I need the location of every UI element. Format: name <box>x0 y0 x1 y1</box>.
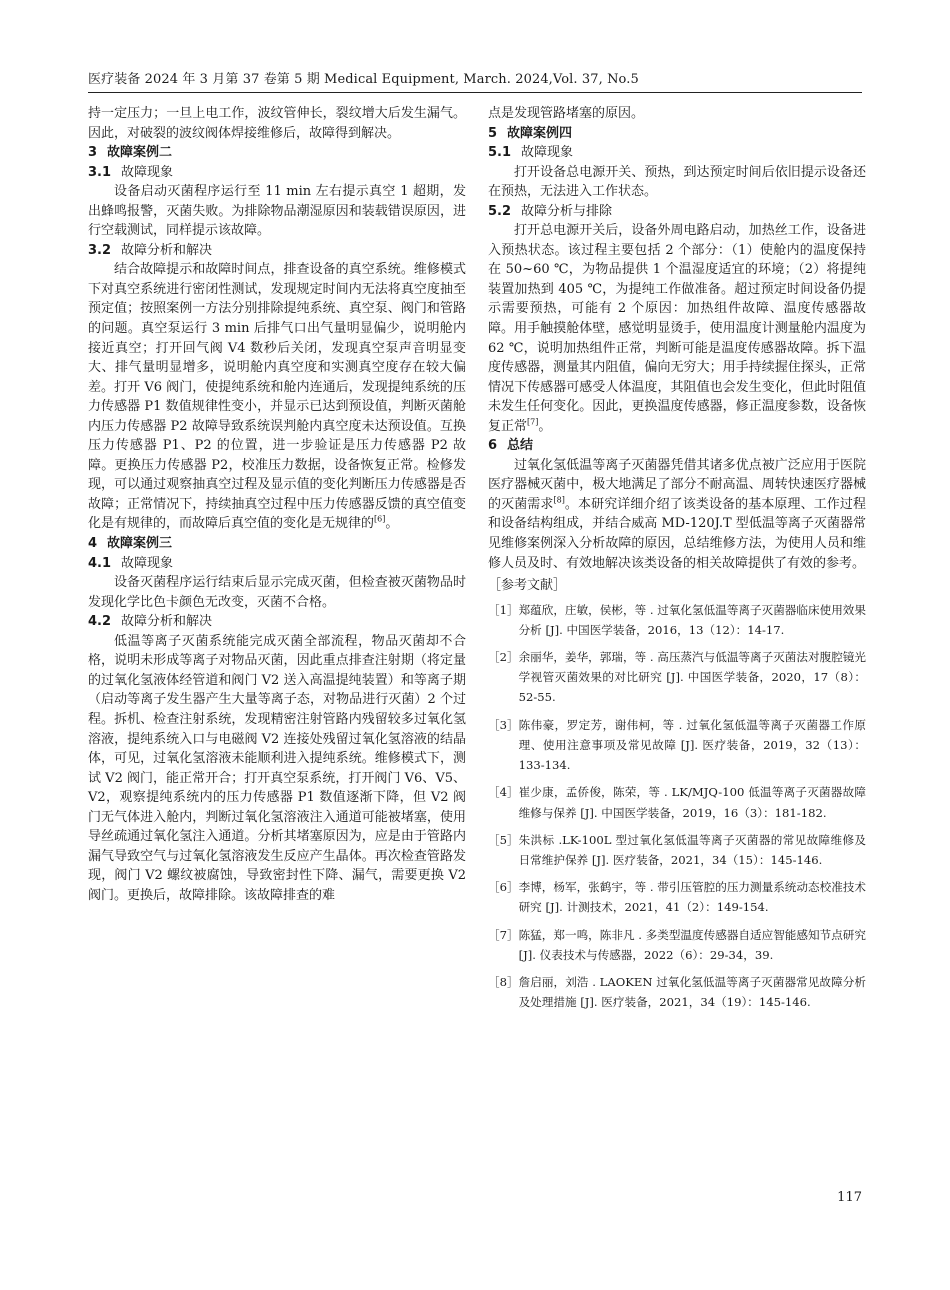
reference-text: 朱洪标 .LK-100L 型过氧化氢低温等离子灭菌器的常见故障维修及日常维护保养 [J]. 医疗装备，2021，34（15）：145-146. <box>518 832 866 867</box>
paragraph-5-2 <box>488 221 866 436</box>
reference-item <box>488 925 866 965</box>
subsection-heading-5-1 <box>488 143 866 163</box>
paragraph-text: 结合故障提示和故障时间点，排查设备的真空系统。维修模式下对真空系统进行密闭性测试，发现规定时间内无法将真空度抽至预定值；按照案例一方法分别排除提纯系统、真空泵、阀门和管路的问题。真空泵运行 3 min 后排气口出气量明显偏少，说明舱内接近真空；打开回气阀 V4 数秒后关闭，发现真空泵声音明显变大、排气量明显增多，说明舱内真空度和实测真空度存在较大偏差。打开 V6 阀门，使提纯系统和舱内连通后，发现提纯系统的压力传感器 P1 数值规律性变小，并显示已达到预设值，判断灭菌舱内压力传感器 P2 故障导致系统误判舱内真空度未达预设值。互换压力传感器 P1、P2 的位置，进一步验证是压力传感器 P2 故障。更换压力传感器 P2，校准压力数据，设备恢复正常。检修发现，可以通过观察抽真空过程及显示值的变化判断压力传感器是否故障；正常情况下，持续抽真空过程中压力传感器反馈的真空值变化是有规律的，而故障后真空值的变化是无规律的 <box>88 262 466 532</box>
paragraph-text: 过氧化氢低温等离子灭菌器凭借其诸多优点被广泛应用于医院医疗器械灭菌中，极大地满足了部分不耐高温、周转快速医疗器械的灭菌需求 <box>488 457 866 512</box>
paragraph-6 <box>488 456 866 573</box>
reference-item <box>488 782 866 822</box>
citation: [6] <box>374 515 386 525</box>
subsection-title: 故障分析与排除 <box>521 203 613 219</box>
reference-item <box>488 877 866 917</box>
reference-number: ［6］ <box>488 880 519 895</box>
left-column <box>88 104 466 905</box>
reference-item <box>488 830 866 870</box>
paragraph-5-1: 打开设备总电源开关、预热，到达预定时间后依旧提示设备还在预热，无法进入工作状态。 <box>488 164 866 200</box>
reference-item <box>488 647 866 708</box>
right-column <box>488 104 866 1019</box>
subsection-title: 故障现象 <box>521 145 574 161</box>
subsection-number: 3.1 <box>88 164 112 180</box>
section-number: 5 <box>488 125 498 141</box>
reference-number: ［1］ <box>488 602 519 617</box>
subsection-number: 4.2 <box>88 614 112 630</box>
reference-number: ［2］ <box>488 650 519 665</box>
paragraph-4-2: 低温等离子灭菌系统能完成灭菌全部流程，物品灭菌却不合格，说明未形成等离子对物品灭菌，因此重点排查注射期（将定量的过氧化氢液体经管道和阀门 V2 送入高温提纯装置）和等离子期（启动等离子发生器产生大量等离子态，对物品进行灭菌）2 个过程。拆机、检查注射系统，发现精密注射管路内残留较多过氧化氢溶液，提纯系统入口与电磁阀 V2 连接处残留过氧化氢溶液的结晶体，可见，过氧化氢溶液未能顺利进入提纯系统。维修模式下，测试 V2 阀门，能正常开合；打开真空泵系统，打开阀门 V6、V5、V2，观察提纯系统内的压力传感器 P1 数值逐渐下降，但 V2 阀门无气体进入舱内，判断过氧化氢溶液注入通道可能被堵塞，使用导丝疏通过氧化氢注入通道。分析其堵塞原因为，应是由于管路内漏气导致空气与过氧化氢溶液发生反应产生晶体。再次检查管路发现，阀门 V2 螺纹被腐蚀，导致密封性下降、漏气，需要更换 V2 阀门。更换后，故障排除。该故障排查的难 <box>88 633 466 903</box>
paragraph-3-1: 设备启动灭菌程序运行至 11 min 左右提示真空 1 超期，发出蜂鸣报警，灭菌失败。为排除物品潮湿原因和装载错误原因，进行空载测试，同样提示该故障。 <box>88 184 466 239</box>
reference-text: 陈猛，郑一鸣，陈非凡 . 多类型温度传感器自适应智能感知节点研究 [J]. 仪表技术与传感器，2022（6）：29-34，39. <box>518 927 866 962</box>
subsection-heading-4-1 <box>88 554 466 574</box>
header-rule <box>88 92 862 93</box>
subsection-title: 故障现象 <box>121 164 174 180</box>
subsection-number: 5.1 <box>488 145 512 161</box>
paragraph-3-2 <box>88 260 466 534</box>
subsection-title: 故障分析和解决 <box>121 242 213 258</box>
reference-text: 詹启丽，刘浩 . LAOKEN 过氧化氢低温等离子灭菌器常见故障分析及处理措施 [J]. 医疗装备，2021，34（19）：145-146. <box>518 974 866 1010</box>
section-heading-6 <box>488 436 866 456</box>
reference-number: ［4］ <box>488 785 519 800</box>
citation: [7] <box>527 417 539 427</box>
section-title: 总结 <box>507 438 534 454</box>
section-number: 3 <box>88 145 98 161</box>
reference-item <box>488 715 866 776</box>
paragraph-text: 打开总电源开关后，设备外周电路启动，加热丝工作，设备进入预热状态。该过程主要包括 2 个部分：（1）使舱内的温度保持在 50~60 ℃，为物品提供 1 个温湿度适宜的环境；（2）将提纯装置加热到 405 ℃，为提纯工作做准备。超过预定时间设备仍提示需要预热，可能有 2 个原因：加热组件故障、温度传感器故障。用手触摸舱体壁，感觉明显烫手，使用温度计测量舱内温度为 62 ℃，说明加热组件正常，判断可能是温度传感器故障。拆下温度传感器，测量其内阻值，偏向无穷大；用手持续握住探头，正常情况下传感器可感受人体温度，其阻值也会发生变化，但此时阻值未发生任何变化。因此，更换温度传感器，修正温度参数，设备恢复正常 <box>488 223 866 434</box>
subsection-heading-4-2 <box>88 612 466 632</box>
reference-number: ［5］ <box>488 832 519 847</box>
paragraph-continued: 点是发现管路堵塞的原因。 <box>488 106 645 121</box>
paragraph-end: 。 <box>385 516 399 532</box>
paragraph-4-1: 设备灭菌程序运行结束后显示完成灭菌，但检查被灭菌物品时发现化学比色卡颜色无改变，灭菌不合格。 <box>88 575 466 610</box>
reference-text: 余丽华，姜华，郭瑞，等 . 高压蒸汽与低温等离子灭菌法对腹腔镜光学视管灭菌效果的对比研究 [J]. 中国医学装备，2020，17（8）：52-55. <box>518 650 866 705</box>
page-number: 117 <box>837 1190 862 1205</box>
subsection-title: 故障现象 <box>121 555 174 571</box>
reference-number: ［3］ <box>488 717 519 732</box>
subsection-heading-3-2 <box>88 241 466 261</box>
reference-text: 李博，杨军，张鹤宇，等 . 带引压管腔的压力测量系统动态校准技术研究 [J]. 计测技术，2021，41（2）：149-154. <box>518 880 866 915</box>
citation: [8] <box>553 495 565 505</box>
section-number: 6 <box>488 438 498 454</box>
subsection-number: 4.1 <box>88 555 112 571</box>
paragraph-text-2: 。本研究详细介绍了该类设备的基本原理、工作过程和设备结构组成，并结合威高 MD-120J.T 型低温等离子灭菌器常见维修案例深入分析故障的原因，总结维修方法，为使用人员和维修人员及时、有效地解决该类设备的相关故障提供了有效的参考。 <box>488 496 866 571</box>
section-title: 故障案例二 <box>107 145 173 161</box>
subsection-heading-3-1 <box>88 163 466 183</box>
section-heading-5 <box>488 124 866 144</box>
paragraph-end: 。 <box>538 418 552 434</box>
references-heading: ［参考文献］ <box>488 578 567 594</box>
subsection-title: 故障分析和解决 <box>121 614 213 630</box>
running-head: 医疗装备 2024 年 3 月第 37 卷第 5 期 Medical Equipment, March. 2024,Vol. 37, No.5 <box>88 72 639 87</box>
section-title: 故障案例三 <box>107 536 173 552</box>
reference-number: ［8］ <box>488 974 519 989</box>
reference-list <box>488 600 866 1013</box>
reference-number: ［7］ <box>488 927 519 942</box>
reference-text: 陈伟豪，罗定芳，谢伟柯，等 . 过氧化氢低温等离子灭菌器工作原理、使用注意事项及常见故障 [J]. 医疗装备，2019，32（13）：133-134. <box>518 717 866 773</box>
subsection-number: 3.2 <box>88 242 112 258</box>
section-heading-4 <box>88 534 466 554</box>
reference-text: 崔少康，孟侨俊，陈荣，等 . LK/MJQ-100 低温等离子灭菌器故障维修与保养 [J]. 中国医学装备，2019，16（3）：181-182. <box>518 785 866 820</box>
section-title: 故障案例四 <box>507 125 573 141</box>
section-number: 4 <box>88 536 98 552</box>
section-heading-3 <box>88 143 466 163</box>
reference-item <box>488 600 866 640</box>
subsection-heading-5-2 <box>488 202 866 222</box>
reference-item <box>488 972 866 1012</box>
paragraph-continued: 持一定压力；一旦上电工作，波纹管伸长，裂纹增大后发生漏气。因此，对破裂的波纹阀体焊接维修后，故障得到解决。 <box>88 106 466 141</box>
reference-text: 郑蕴欣，庄敏，侯彬，等 . 过氧化氢低温等离子灭菌器临床使用效果分析 [J]. 中国医学装备，2016，13（12）：14-17. <box>518 602 866 637</box>
subsection-number: 5.2 <box>488 203 512 219</box>
